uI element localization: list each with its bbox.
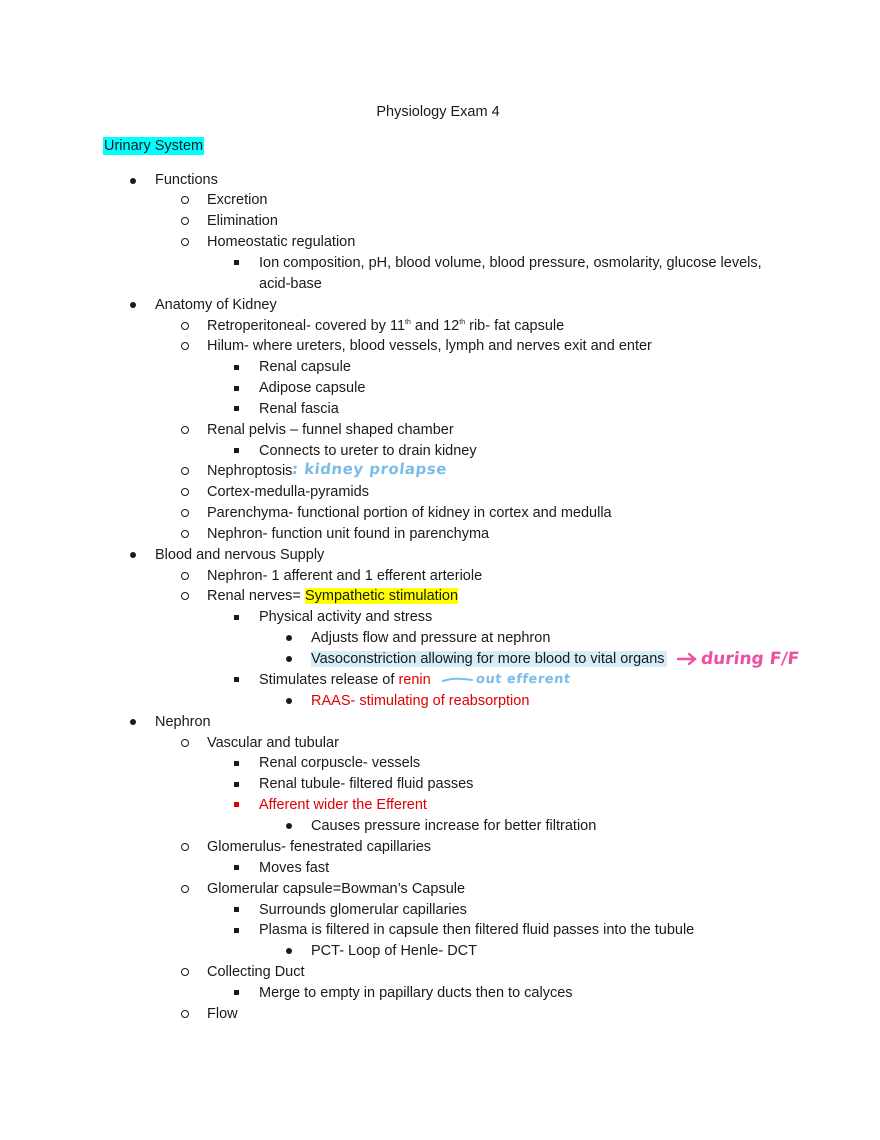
list-item	[259, 670, 431, 690]
bullet-circle	[181, 530, 189, 538]
list-item: Ion composition, pH, blood volume, blood pressure, osmolarity, glucose levels,	[259, 255, 762, 271]
bullet-circle	[181, 196, 189, 204]
list-item: RAAS- stimulating of reabsorption	[311, 693, 530, 709]
list-item: Nephroptosis	[207, 463, 293, 479]
text-run: Renal nerves=	[207, 588, 305, 604]
bullet-circle	[181, 592, 189, 600]
bullet-circle	[181, 217, 189, 225]
list-item: Glomerulus- fenestrated capillaries	[207, 839, 432, 855]
list-item: Nephron- 1 afferent and 1 efferent arteriole	[207, 568, 483, 584]
list-item: Homeostatic regulation	[207, 234, 356, 250]
bullet-square	[234, 365, 239, 370]
bullet-circle	[181, 322, 189, 330]
list-item: Glomerular capsule=Bowman’s Capsule	[207, 881, 466, 897]
handwritten-note-during-ff: during F/F	[699, 649, 801, 669]
bullet-dot	[286, 823, 292, 829]
bullet-square	[234, 260, 239, 265]
list-item: Renal tubule- filtered fluid passes	[259, 776, 474, 792]
list-item: Renal pelvis – funnel shaped chamber	[207, 422, 454, 438]
list-item: Anatomy of Kidney	[155, 297, 277, 313]
list-item: Collecting Duct	[207, 964, 305, 980]
handwritten-note-kidney-prolapse: : kidney prolapse	[291, 460, 448, 478]
list-item: Hilum- where ureters, blood vessels, lymph and nerves exit and enter	[207, 338, 652, 354]
bullet-circle	[181, 342, 189, 350]
list-item: Renal fascia	[259, 401, 339, 417]
bullet-circle	[181, 238, 189, 246]
bullet-square	[234, 615, 239, 620]
bullet-dot	[130, 178, 136, 184]
bullet-circle	[181, 843, 189, 851]
list-item: Functions	[155, 172, 218, 188]
bullet-square	[234, 761, 239, 766]
bullet-square	[234, 386, 239, 391]
bullet-square	[234, 782, 239, 787]
list-item: Afferent wider the Efferent	[259, 797, 427, 813]
bullet-dot	[130, 719, 136, 725]
section-heading: Urinary System	[104, 138, 204, 154]
bullet-square	[234, 865, 239, 870]
list-item: Vascular and tubular	[207, 735, 339, 751]
bullet-square	[234, 802, 239, 807]
bullet-circle	[181, 467, 189, 475]
bullet-square	[234, 406, 239, 411]
bullet-circle	[181, 572, 189, 580]
list-item: Adjusts flow and pressure at nephron	[311, 630, 551, 646]
text-run: Stimulates release of	[259, 672, 399, 688]
bullet-circle	[181, 739, 189, 747]
highlighted-text: Vasoconstriction allowing for more blood to vital organs	[311, 651, 665, 667]
list-item: Causes pressure increase for better filtration	[311, 818, 597, 834]
bullet-circle	[181, 968, 189, 976]
list-item: Moves fast	[259, 860, 330, 876]
document-title: Physiology Exam 4	[376, 104, 500, 120]
bullet-circle	[181, 885, 189, 893]
list-item: Blood and nervous Supply	[155, 547, 325, 563]
list-item: Flow	[207, 1006, 238, 1022]
bullet-dot	[130, 552, 136, 558]
arrow-icon	[676, 650, 700, 668]
list-item: Renal corpuscle- vessels	[259, 755, 421, 771]
list-item: Physical activity and stress	[259, 609, 433, 625]
bullet-square	[234, 907, 239, 912]
text-run: rib- fat capsule	[465, 318, 565, 334]
bullet-circle	[181, 426, 189, 434]
bullet-circle	[181, 1010, 189, 1018]
red-text: renin	[398, 672, 431, 688]
list-item-continuation: acid-base	[259, 276, 322, 292]
bullet-square	[234, 990, 239, 995]
arrow-icon	[440, 672, 476, 688]
bullet-square	[234, 677, 239, 682]
bullet-dot	[286, 635, 292, 641]
bullet-dot	[286, 948, 292, 954]
bullet-dot	[286, 656, 292, 662]
superscript: th	[459, 319, 466, 326]
bullet-circle	[181, 509, 189, 517]
list-item: Nephron	[155, 714, 211, 730]
bullet-dot	[130, 302, 136, 308]
list-item: Cortex-medulla-pyramids	[207, 484, 369, 500]
list-item: Adipose capsule	[259, 380, 366, 396]
list-item: Connects to ureter to drain kidney	[259, 443, 477, 459]
bullet-square	[234, 928, 239, 933]
list-item: Nephron- function unit found in parenchyma	[207, 526, 490, 542]
bullet-dot	[286, 698, 292, 704]
bullet-circle	[181, 488, 189, 496]
list-item	[311, 649, 667, 669]
list-item: Surrounds glomerular capillaries	[259, 902, 467, 918]
superscript: th	[405, 319, 411, 326]
list-item: Parenchyma- functional portion of kidney in cortex and medulla	[207, 505, 612, 521]
text-run: Retroperitoneal- covered by 11	[207, 318, 406, 334]
list-item: Excretion	[207, 192, 268, 208]
list-item	[207, 586, 458, 606]
highlighted-text: Sympathetic stimulation	[304, 588, 459, 604]
bullet-square	[234, 448, 239, 453]
list-item: Renal capsule	[259, 359, 351, 375]
list-item: PCT- Loop of Henle- DCT	[311, 943, 478, 959]
list-item: Merge to empty in papillary ducts then to calyces	[259, 985, 573, 1001]
list-item	[207, 316, 564, 336]
list-item: Elimination	[207, 213, 278, 229]
list-item: Plasma is filtered in capsule then filtered fluid passes into the tubule	[259, 922, 695, 938]
text-run: and 12	[410, 318, 460, 334]
handwritten-note-out-efferent: out efferent	[475, 672, 572, 687]
